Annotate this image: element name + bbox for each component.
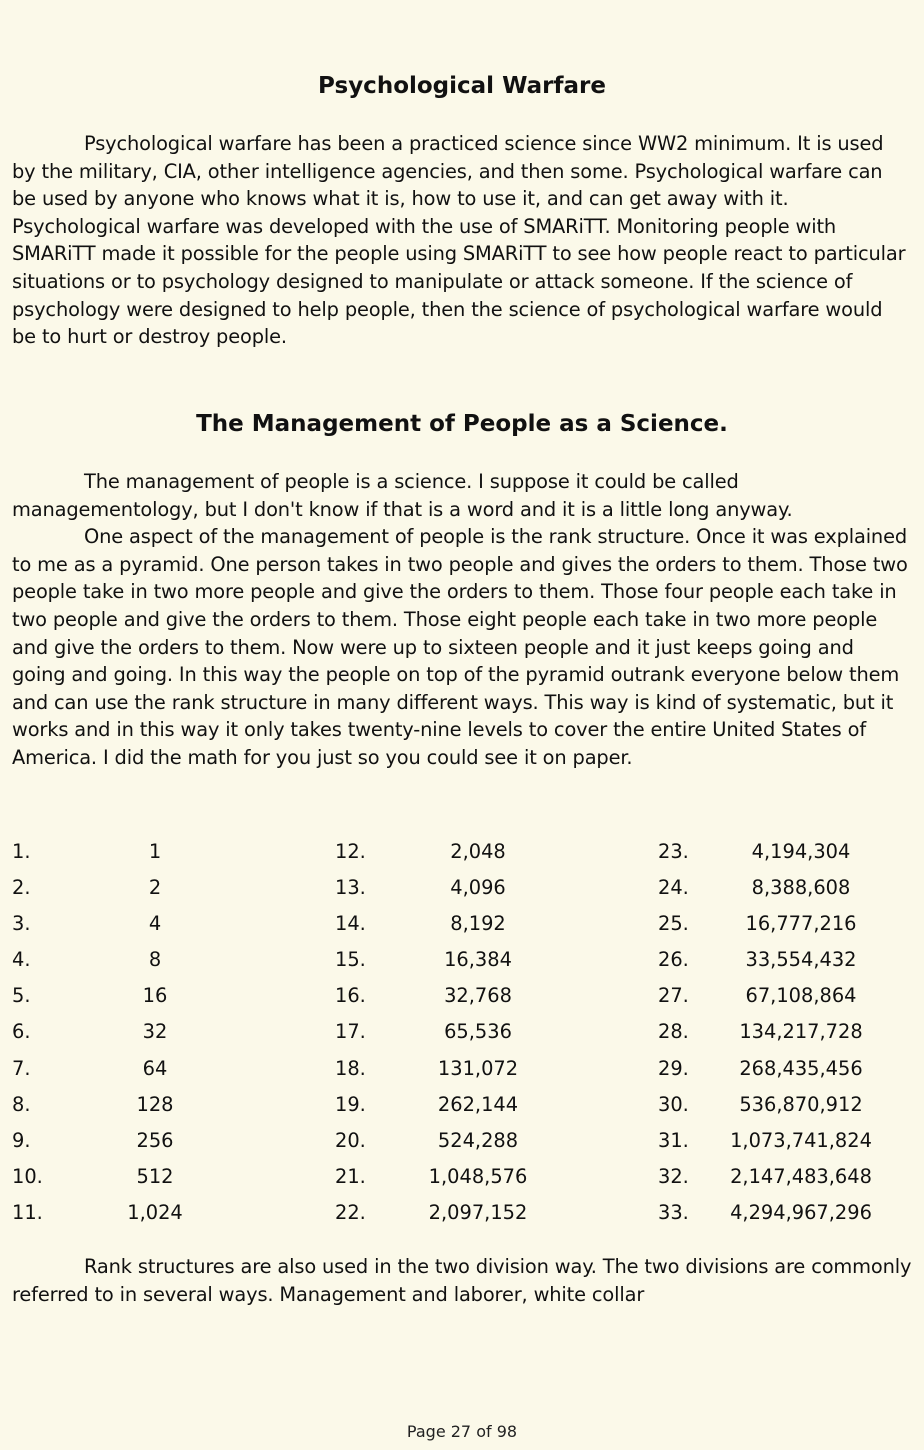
section-rank-structures bbox=[12, 1253, 912, 1308]
level-number: 14. bbox=[335, 912, 366, 936]
table-row bbox=[12, 836, 912, 872]
level-count: 8,388,608 bbox=[751, 876, 851, 900]
table-row bbox=[12, 1197, 912, 1233]
level-number: 26. bbox=[658, 948, 689, 972]
level-number: 8. bbox=[12, 1092, 31, 1116]
level-count: 268,435,456 bbox=[739, 1056, 863, 1080]
level-count: 1,024 bbox=[127, 1200, 183, 1224]
table-row bbox=[12, 872, 912, 908]
level-number: 19. bbox=[335, 1092, 366, 1116]
level-number: 2. bbox=[12, 876, 31, 900]
level-number: 10. bbox=[12, 1164, 43, 1188]
level-number: 21. bbox=[335, 1164, 366, 1188]
level-number: 32. bbox=[658, 1164, 689, 1188]
level-count: 8 bbox=[148, 948, 162, 972]
level-number: 16. bbox=[335, 984, 366, 1008]
level-count: 256 bbox=[136, 1128, 174, 1152]
level-number: 29. bbox=[658, 1056, 689, 1080]
level-number: 4. bbox=[12, 948, 31, 972]
level-number: 25. bbox=[658, 912, 689, 936]
level-count: 32,768 bbox=[444, 984, 512, 1008]
level-number: 27. bbox=[658, 984, 689, 1008]
level-number: 28. bbox=[658, 1020, 689, 1044]
level-count: 1,048,576 bbox=[428, 1164, 528, 1188]
paragraph: Rank structures are also used in the two division way. The two divisions are commonly referred to in several ways. Management and laborer, white collar bbox=[12, 1255, 912, 1306]
level-count: 65,536 bbox=[444, 1020, 512, 1044]
level-count: 32 bbox=[142, 1020, 168, 1044]
level-number: 31. bbox=[658, 1128, 689, 1152]
levels-table bbox=[12, 836, 912, 1233]
level-count: 4,096 bbox=[450, 876, 506, 900]
level-count: 1,073,741,824 bbox=[730, 1128, 872, 1152]
page-number: Page 27 of 98 bbox=[406, 1422, 518, 1441]
level-number: 22. bbox=[335, 1200, 366, 1224]
table-row bbox=[12, 908, 912, 944]
level-number: 7. bbox=[12, 1056, 31, 1080]
section-management-of-people bbox=[12, 468, 912, 772]
section-title-psychological-warfare: Psychological Warfare bbox=[318, 73, 606, 99]
section-title-management-of-people: The Management of People as a Science. bbox=[196, 411, 728, 437]
level-number: 12. bbox=[335, 840, 366, 863]
table-row bbox=[12, 1016, 912, 1052]
level-number: 17. bbox=[335, 1020, 366, 1044]
level-count: 16,777,216 bbox=[745, 912, 857, 936]
level-number: 9. bbox=[12, 1128, 31, 1152]
level-number: 24. bbox=[658, 876, 689, 900]
level-count: 4,194,304 bbox=[751, 840, 851, 863]
level-count: 262,144 bbox=[437, 1092, 519, 1116]
level-count: 134,217,728 bbox=[739, 1020, 863, 1044]
table-row bbox=[12, 1125, 912, 1161]
table-row bbox=[12, 1161, 912, 1197]
level-number: 6. bbox=[12, 1020, 31, 1044]
level-number: 15. bbox=[335, 948, 366, 972]
level-number: 11. bbox=[12, 1200, 43, 1224]
level-count: 4,294,967,296 bbox=[730, 1200, 872, 1224]
level-number: 13. bbox=[335, 876, 366, 900]
level-count: 16,384 bbox=[444, 948, 512, 972]
table-row bbox=[12, 1053, 912, 1089]
level-count: 4 bbox=[148, 912, 162, 936]
section-psychological-warfare bbox=[12, 130, 912, 351]
table-row bbox=[12, 1089, 912, 1125]
level-count: 2,147,483,648 bbox=[730, 1164, 872, 1188]
table-row bbox=[12, 944, 912, 980]
level-number: 30. bbox=[658, 1092, 689, 1116]
level-count: 1 bbox=[148, 840, 162, 863]
level-count: 524,288 bbox=[437, 1128, 519, 1152]
level-number: 18. bbox=[335, 1056, 366, 1080]
table-row bbox=[12, 980, 912, 1016]
level-count: 64 bbox=[142, 1056, 168, 1080]
level-count: 2,048 bbox=[450, 840, 506, 863]
level-count: 512 bbox=[136, 1164, 174, 1188]
level-count: 131,072 bbox=[437, 1056, 519, 1080]
paragraph: The management of people is a science. I suppose it could be called managementology, but I don't know if that is a word and it is a little long anyway. bbox=[12, 470, 793, 521]
level-count: 67,108,864 bbox=[745, 984, 857, 1008]
level-number: 23. bbox=[658, 840, 689, 863]
level-count: 2,097,152 bbox=[428, 1200, 528, 1224]
level-count: 536,870,912 bbox=[739, 1092, 863, 1116]
level-count: 8,192 bbox=[450, 912, 506, 936]
paragraph: Psychological warfare has been a practiced science since WW2 minimum. It is used by the military, CIA, other intelligence agencies, and then some. Psychological warfare can be used by anyone who knows what it is, how to use it, and can get away with it. Psychological warfare was developed with the use of SMARiTT. Monitoring people with SMARiTT made it possible for the people using SMARiTT to see how people react to particular situations or to psychology designed to manipulate or attack someone. If the science of psychology were designed to help people, then the science of psychological warfare would be to hurt or destroy people. bbox=[12, 132, 906, 349]
paragraph: One aspect of the management of people is the rank structure. Once it was explained to me as a pyramid. One person takes in two people and gives the orders to them. Those two people take in two more people and give the orders to them. Those four people each take in two people and give the orders to them. Those eight people each take in two more people and give the orders to them. Now were up to sixteen people and it just keeps going and going and going. In this way the people on top of the pyramid outrank everyone below them and can use the rank structure in many different ways. This way is kind of systematic, but it works and in this way it only takes twenty-nine levels to cover the entire United States of America. I did the math for you just so you could see it on paper. bbox=[12, 525, 908, 769]
level-number: 1. bbox=[12, 840, 31, 863]
level-number: 5. bbox=[12, 984, 31, 1008]
level-count: 2 bbox=[148, 876, 162, 900]
level-count: 33,554,432 bbox=[745, 948, 857, 972]
level-number: 20. bbox=[335, 1128, 366, 1152]
level-count: 16 bbox=[142, 984, 168, 1008]
level-count: 128 bbox=[136, 1092, 174, 1116]
level-number: 3. bbox=[12, 912, 31, 936]
level-number: 33. bbox=[658, 1200, 689, 1224]
